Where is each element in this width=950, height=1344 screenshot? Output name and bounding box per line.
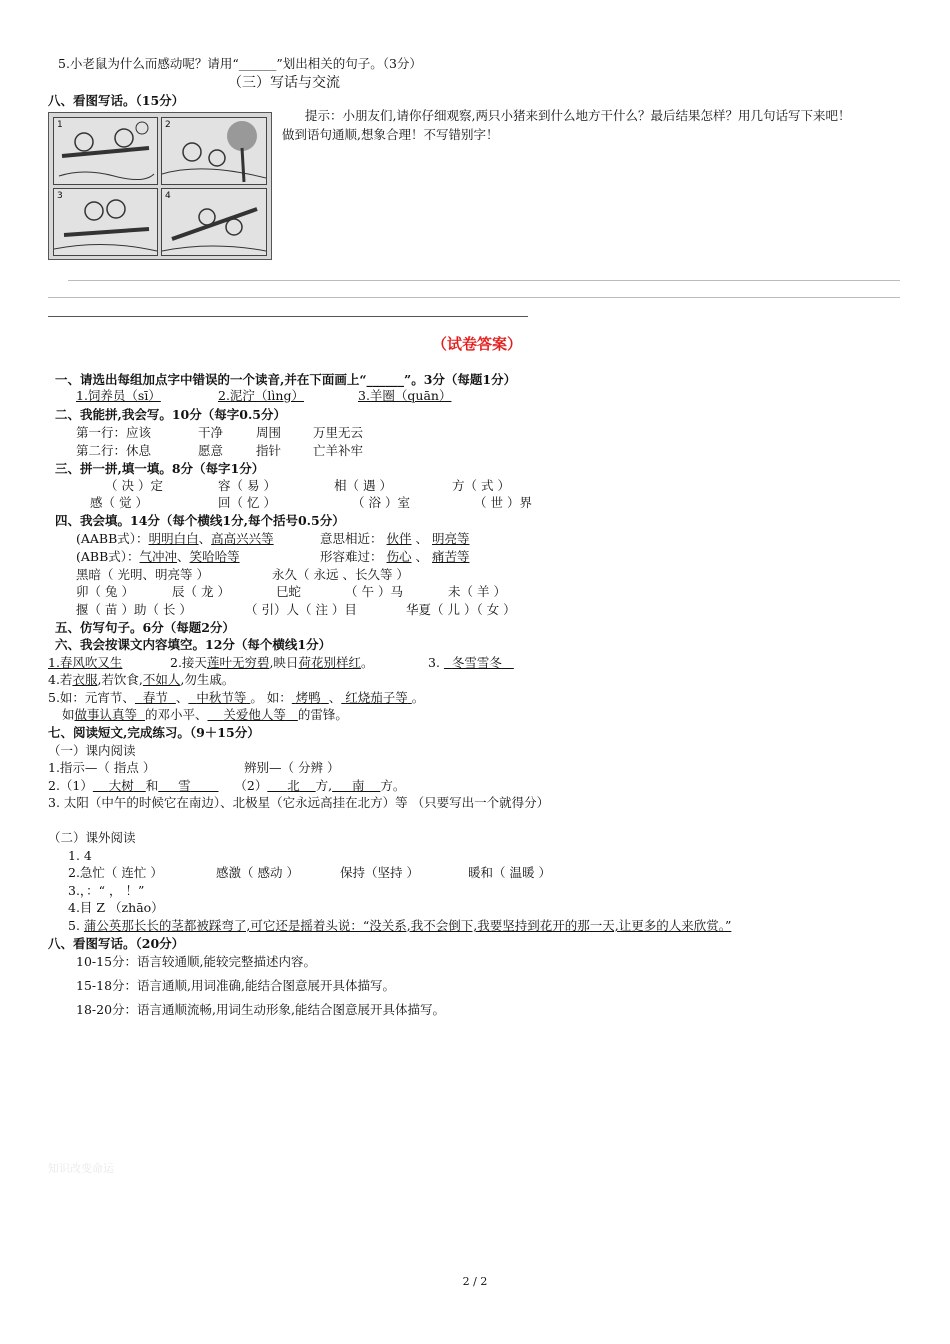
fill-text: 。 [411,690,425,705]
answer-2-title: 二、我能拼,我会写。10分（每字0.5分） [55,407,286,422]
answer-3-row-2-b: 回（ 忆 ） [218,495,276,510]
fill-text: 5. [68,918,84,933]
zodiac-1: 卯（ 兔 ） [76,584,134,599]
yisi-answer-2: 明亮等 [431,531,470,546]
answer-7-c1b: 辨别—（ 分辨 ） [244,760,340,775]
answer-7-e1: 1. 4 [68,848,92,863]
answer-1-item-1 [76,388,161,404]
answer-6-line-1a [48,655,122,671]
answer-6-line-1c [428,655,514,671]
fill-answer: 莲叶无穷碧 [206,655,270,670]
answer-7-e2-b: 感激（ 感动 ） [216,865,299,880]
fill-text: 、 [175,690,189,705]
answer-4-aabb: (AABB式）：明明白白、高高兴兴等 [76,531,274,546]
answer-6-line-2 [48,672,234,688]
answer-1-title: 一、请选出每组加点字中错误的一个读音,并在下面画上“______”。3分（每题1分） [55,372,517,387]
answer-6-title: 六、我会按课文内容填空。12分（每个横线1分） [55,637,332,652]
idiom-2: （ 引）人（ 注 ）目 [245,602,357,617]
writing-hint-line-1: 提示：小朋友们,请你仔细观察,两只小猪来到什么地方干什么？最后结果怎样？用几句话写下来吧！ [305,108,851,123]
answer-1-text: 2.泥泞（lìng） [218,388,304,403]
answer-7-title: 七、阅读短文,完成练习。（9＋15分） [48,725,260,740]
picture-panel-4 [161,188,267,256]
zodiac-3: 巳蛇 [276,584,302,599]
scoring-3: 18-20分：语言通顺流畅,用词生动形象,能结合图意展开具体描写。 [76,1002,445,1017]
answer-5-title: 五、仿写句子。6分（每题2分） [55,620,235,635]
answer-4-antonym: 黑暗（ 光明、明亮等 ） [76,567,209,582]
fill-answer: 做事认真等 [74,707,138,722]
answer-3-title: 三、拼一拼,填一填。8分（每字1分） [55,461,265,476]
fill-text: 。 [360,655,374,670]
answer-3-row-1-d: 方（ 式 ） [452,478,510,493]
xing-label: 形容难过： [320,549,383,564]
fill-text: 的雷锋。 [297,707,348,722]
fill-text: 如 [62,707,75,722]
answer-3-row-1-c: 相（ 遇 ） [334,478,392,493]
pigs-crossing-illustration [162,189,266,255]
answer-2-row-2-b: 愿意 [198,443,224,458]
answer-7-c3: 3. 太阳（中午的时候它在南边）、北极星（它永远高挂在北方）等 （只要写出一个就得分） [48,795,550,810]
fill-text: 方。 [380,778,406,793]
answer-6-line-3 [48,690,424,706]
fill-text: 5.如：元宵节、 [48,690,135,705]
answer-7-e3: 3.，：“ ， ！” [68,883,145,898]
abb-answer-1: 气冲冲 [139,549,178,564]
fill-answer: 雪 [178,778,191,793]
pigs-carrying-log-illustration [54,118,157,184]
fill-text: ,勿生戚。 [180,672,235,687]
answer-8-title: 八、看图写话。（20分） [48,936,185,951]
answer-4-title: 四、我会填。14分（每个横线1分,每个括号0.5分） [55,513,345,528]
answer-6-line-4 [62,707,348,723]
xing-answer-1: 伤心 [386,549,412,564]
fill-answer: 北 [287,778,300,793]
zodiac-2: 辰（ 龙 ） [172,584,230,599]
fill-answer: 红烧茄子等 [345,690,408,705]
answer-1-item-2 [218,388,304,404]
answer-1-text: 3.羊圈（quān） [358,388,452,403]
panel-number: 2 [165,120,171,130]
fill-text: 。 如： [250,690,292,705]
zodiac-5: 未（ 羊 ） [448,584,506,599]
answer-3-row-1-b: 容（ 易 ） [218,478,276,493]
writing-line [48,297,900,298]
fill-answer: 衣服 [72,672,98,687]
answer-7-sub-1: （一）课内阅读 [48,743,136,758]
xing-answer-2: 痛苦等 [431,549,470,564]
fill-text: 3. [428,655,440,670]
fill-text: 和 [145,778,159,793]
picture-panel-2 [161,117,267,185]
fill-answer: 关爱他人等 [223,707,286,722]
answer-3-row-1-a: （ 决 ）定 [105,478,163,493]
fill-text: 、 [328,690,342,705]
fill-answer: 大树 [108,778,134,793]
picture-story-image [48,112,272,260]
answer-1-text: 1.饲养员（sī） [76,388,161,403]
answer-3-row-2-a: 感（ 觉 ） [90,495,148,510]
fill-answer: 中秋节等 [196,690,247,705]
answer-2-row-1-d: 万里无云 [313,425,364,440]
answer-4-synonym: 永久（ 永远 、长久等 ） [272,567,409,582]
fill-text: 2.接天 [170,655,207,670]
answer-2-row-1-c: 周围 [256,425,282,440]
pigs-on-bridge-illustration [54,189,157,255]
aabb-label: (AABB式）： [76,531,149,546]
answer-4-yisi: 意思相近： 伙伴 、 明亮等 [320,531,470,546]
answer-2-row-2-c: 指针 [256,443,282,458]
fill-text: 2.（1） [48,778,93,793]
answer-2-row-1-b: 干净 [198,425,224,440]
fill-answer: 蒲公英那长长的茎都被踩弯了,可它还是摇着头说：“没关系,我不会倒下,我要坚持到花开的那一天,让更多的人来欣赏。” [83,918,732,933]
fill-answer: 1.春风吹又生 [48,655,123,670]
answer-7-sub-2: （二）课外阅读 [48,830,136,845]
writing-hint-line-2: 做到语句通顺,想象合理！不写错别字！ [282,127,499,142]
scoring-1: 10-15分：语言较通顺,能较完整描述内容。 [76,954,317,969]
answer-7-e2-d: 暖和（ 温暖 ） [468,865,551,880]
idiom-3: 华夏（ 儿 ）（ 女 ） [406,602,516,617]
fill-answer: 南 [351,778,365,793]
aabb-answer-1: 明明白白 [148,531,199,546]
picture-panel-1 [53,117,158,185]
writing-line [48,316,528,317]
fill-text: ,映日 [269,655,299,670]
fill-answer: 不如人 [142,672,181,687]
abb-label: (ABB式）： [76,549,140,564]
question-8: 八、看图写话。（15分） [48,93,185,108]
answer-2-row-2-a: 第二行：休息 [76,443,152,458]
fill-text: 4.若 [48,672,73,687]
zodiac-4: （ 午 ）马 [345,584,403,599]
answer-3-row-2-c: （ 浴 ）室 [352,495,410,510]
scoring-2: 15-18分：语言通顺,用词准确,能结合图意展开具体描写。 [76,978,395,993]
writing-line [68,280,900,281]
answer-2-row-1-a: 第一行：应该 [76,425,152,440]
fill-answer: 春节 [142,690,168,705]
answer-4-xing: 形容难过： 伤心 、 痛苦等 [320,549,470,564]
panel-number: 4 [165,191,171,201]
pigs-at-river-illustration [162,118,266,184]
fill-text: （2） [234,778,268,793]
answer-3-row-2-d: （ 世 ）界 [474,495,532,510]
answer-6-line-1b [170,655,373,671]
answer-1-item-3 [358,388,451,404]
answer-7-e4: 4.目 Z （zhāo） [68,900,164,915]
panel-number: 1 [57,120,63,130]
answer-7-c1a: 1.指示—（ 指点 ） [48,760,156,775]
page-number: 2 / 2 [462,1275,488,1288]
watermark-text: 知识改变命运 [48,1162,114,1175]
answer-4-abb: (ABB式）：气冲冲、笑哈哈等 [76,549,240,564]
fill-text: 方, [315,778,333,793]
idiom-1: 揠（ 苗 ）助（ 长 ） [76,602,192,617]
section-title: （三）写话与交流 [228,75,340,91]
answer-7-e2-c: 保持（坚持 ） [340,865,419,880]
fill-answer: 烤鸭 [295,690,321,705]
answer-2-row-2-d: 亡羊补牢 [313,443,364,458]
answer-7-e2-a: 2.急忙（ 连忙 ） [68,865,163,880]
yisi-label: 意思相近： [320,531,383,546]
answer-title: （试卷答案） [432,335,523,353]
answer-7-e5 [68,918,731,934]
aabb-answer-2: 高高兴兴等 [211,531,274,546]
fill-answer: 冬雪雪冬 [451,655,502,670]
panel-number: 3 [57,191,63,201]
abb-answer-2: 笑哈哈等 [189,549,240,564]
question-5: 5.小老鼠为什么而感动呢？请用“______”划出相关的句子。（3分） [58,56,422,71]
fill-text: ,若饮食, [97,672,143,687]
answer-7-c2 [48,778,405,794]
fill-answer: 荷花别样红 [298,655,361,670]
yisi-answer-1: 伙伴 [386,531,412,546]
picture-panel-3 [53,188,158,256]
fill-text: 的邓小平、 [144,707,208,722]
